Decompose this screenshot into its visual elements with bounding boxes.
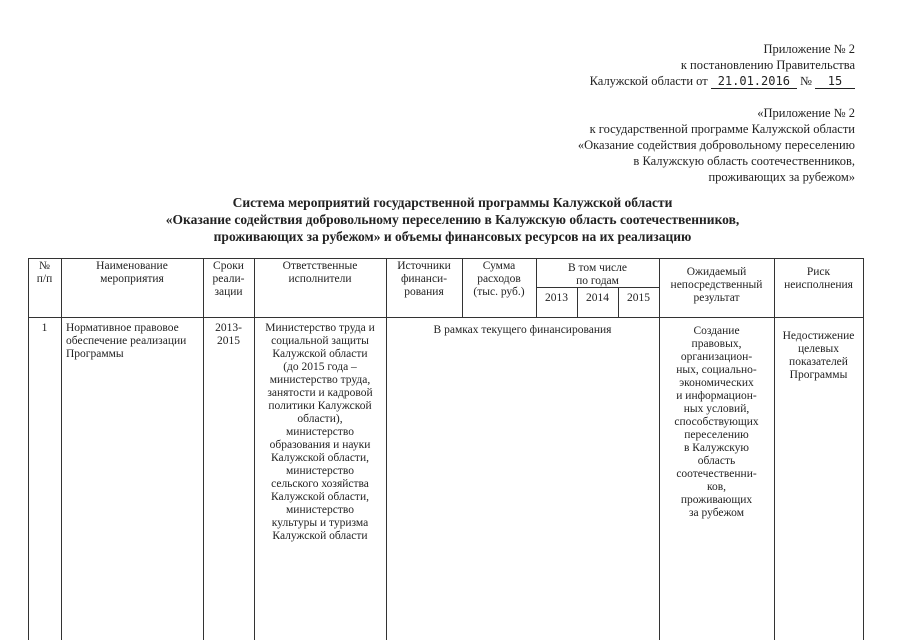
- header-bottom-border: [28, 317, 863, 318]
- resolution-number: 15: [815, 74, 855, 89]
- th-risk: Риск неисполнения: [784, 266, 853, 291]
- appendix-line-1: «Приложение № 2: [757, 106, 855, 120]
- title-line-1: Система мероприятий государственной программы Калужской области: [232, 195, 673, 210]
- resolution-date: 21.01.2016: [711, 74, 797, 89]
- col-border: [386, 258, 387, 640]
- col-border: [203, 258, 204, 640]
- th-sum: Сумма расходов (тыс. руб.): [473, 260, 525, 298]
- th-executors: Ответственные исполнители: [282, 260, 358, 285]
- th-num: № п/п: [36, 260, 53, 285]
- row1-num: 1: [41, 322, 48, 334]
- th-term: Сроки реали- зации: [212, 260, 245, 298]
- row1-result: Создание правовых, организацион- ных, социально- экономических и информацион- ных условий, способствующих переселению в Калужскую область соотечественни- ков, проживающих за рубежом: [674, 325, 759, 519]
- col-border: [863, 258, 864, 640]
- th-name: Наименование мероприятия: [96, 260, 168, 285]
- row1-term: 2013- 2015: [215, 322, 242, 347]
- appendix-line-2: к государственной программе Калужской области: [589, 122, 855, 136]
- th-year-2014: 2014: [586, 292, 609, 304]
- appendix-line-5: проживающих за рубежом»: [708, 170, 855, 184]
- col-border: [774, 258, 775, 640]
- th-result: Ожидаемый непосредственный результат: [670, 266, 763, 304]
- row1-financing: В рамках текущего финансирования: [433, 324, 612, 336]
- th-year-2015: 2015: [627, 292, 650, 304]
- row1-name: Нормативное правовое обеспечение реализации Программы: [66, 322, 187, 360]
- region-prefix: Калужской области от: [589, 74, 708, 88]
- th-year-2013: 2013: [545, 292, 568, 304]
- th-sources: Источники финанси- рования: [397, 260, 451, 298]
- appendix-line-4: в Калужскую область соотечественников,: [633, 154, 855, 168]
- th-by-years: В том числе по годам: [568, 262, 627, 287]
- appendix-line-3: «Оказание содействия добровольному переселению: [577, 138, 855, 152]
- title-line-2: «Оказание содействия добровольному переселению в Калужскую область соотечественников,: [165, 212, 740, 227]
- title-line-3: проживающих за рубежом» и объемы финансовых ресурсов на их реализацию: [213, 229, 692, 244]
- appendix-number: Приложение № 2: [763, 42, 855, 56]
- col-border: [61, 258, 62, 640]
- table-top-border: [28, 258, 863, 259]
- resolution-ref: к постановлению Правительства: [680, 58, 855, 72]
- row1-risk: Недостижение целевых показателей Программы: [782, 330, 855, 381]
- row1-executors: Министерство труда и социальной защиты Калужской области (до 2015 года – министерство труда, занятости и кадровой политики Калужской области), министерство образования и науки Калужской области, министерство сельского хозяйства Калужской области, министерство культуры и туризма Калужской области: [265, 322, 375, 542]
- number-sign: №: [799, 74, 812, 88]
- col-border: [28, 258, 29, 640]
